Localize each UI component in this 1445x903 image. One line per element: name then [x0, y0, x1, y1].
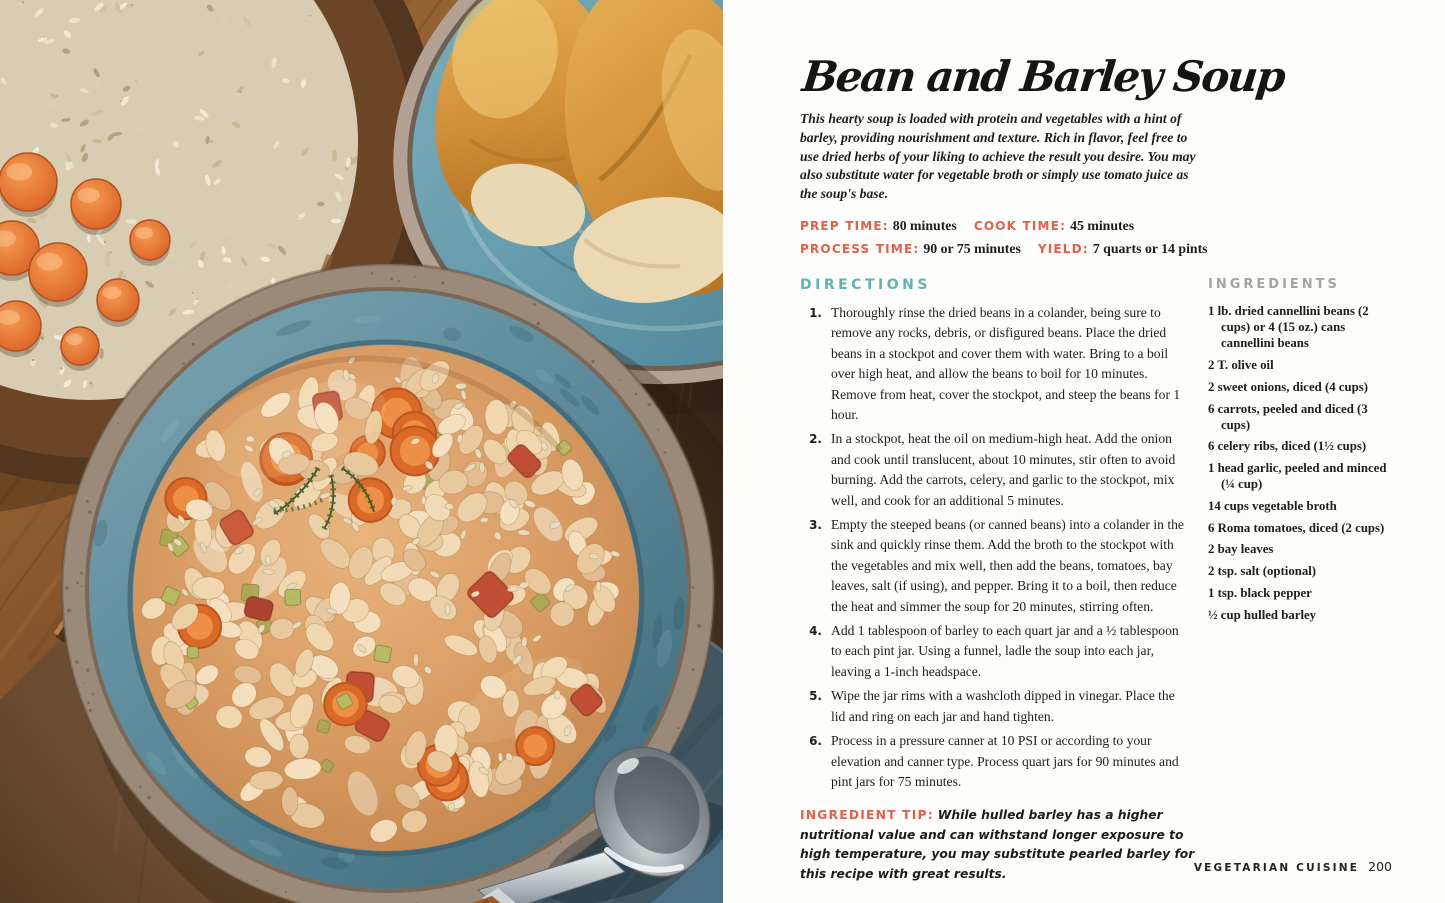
- directions-heading: DIRECTIONS: [800, 276, 931, 293]
- direction-step: [800, 731, 1192, 792]
- step-number: 3.: [809, 518, 822, 533]
- recipe-columns: [800, 271, 1400, 897]
- ingredient-item: 6 celery ribs, diced (1½ cups): [1208, 439, 1367, 454]
- ingredient-item: 6 Roma tomatoes, diced (2 cups): [1208, 520, 1385, 535]
- yield-label: YIELD:: [1037, 241, 1089, 256]
- recipe-content: [800, 0, 1400, 897]
- footer-page-number: 200: [1368, 859, 1392, 874]
- recipe-meta: [800, 217, 1220, 258]
- ingredients-list: [1208, 303, 1400, 623]
- prep-time-value: 80 minutes: [892, 217, 957, 233]
- ingredient-item: 1 head garlic, peeled and minced (¼ cup): [1208, 461, 1387, 492]
- ingredient-tip-text: While hulled barley has a higher nutritional value and can withstand longer exposure to high temperature, you may substitute pearled barley for this recipe with great results.: [800, 808, 1195, 881]
- process-time-label: PROCESS TIME:: [800, 241, 920, 256]
- cook-time-label: COOK TIME:: [973, 218, 1067, 233]
- step-number: 5.: [809, 689, 822, 704]
- step-number: 6.: [809, 734, 822, 749]
- step-text: Process in a pressure canner at 10 PSI or according to your elevation and canner type. Process quart jars for 90 minutes and pint jars for 75 minutes.: [831, 733, 1179, 789]
- ingredient-item: 2 T. olive oil: [1208, 358, 1274, 373]
- ingredient-item: 2 sweet onions, diced (4 cups): [1208, 379, 1368, 394]
- process-time-value: 90 or 75 minutes: [923, 240, 1021, 256]
- direction-step: [800, 303, 1192, 425]
- cook-time-value: 45 minutes: [1070, 217, 1135, 233]
- ingredient-tip-label: INGREDIENT TIP:: [800, 808, 934, 823]
- directions-list: [800, 303, 1192, 792]
- recipe-title: Bean and Barley Soup: [799, 52, 1287, 101]
- step-text: Thoroughly rinse the dried beans in a colander, being sure to remove any rocks, debris, or disfigured beans. Place the dried beans in a stockpot and cover them with water. Bring to a boil over high heat, and allow the beans to boil for 10 minutes. Remove from heat, cover the stockpot, and steep the beans for 1 hour.: [831, 304, 1181, 423]
- ingredient-item: 14 cups vegetable broth: [1208, 499, 1337, 514]
- step-number: 4.: [809, 624, 822, 639]
- step-text: In a stockpot, heat the oil on medium-high heat. Add the onion and cook until translucent, about 10 minutes, stir often to avoid burning. Add the carrots, celery, and garlic to the stockpot, mix well, and cook for an additional 5 minutes.: [831, 431, 1176, 508]
- page-footer: [800, 858, 1392, 876]
- ingredient-item: 1 lb. dried cannellini beans (2 cups) or 4 (15 oz.) cans cannellini beans: [1208, 303, 1369, 351]
- ingredient-item: 1 tsp. black pepper: [1208, 585, 1312, 600]
- ingredients-section: [1208, 271, 1400, 897]
- step-number: 2.: [809, 432, 822, 447]
- ingredient-item: 6 carrots, peeled and diced (3 cups): [1208, 401, 1368, 432]
- ingredient-item: 2 bay leaves: [1208, 542, 1274, 557]
- step-text: Add 1 tablespoon of barley to each quart jar and a ½ tablespoon to each pint jar. Using a funnel, ladle the soup into each jar, leaving a 1-inch headspace.: [831, 623, 1179, 679]
- direction-step: [800, 515, 1192, 617]
- direction-step: [800, 429, 1192, 511]
- directions-section: [800, 271, 1195, 897]
- recipe-intro: This hearty soup is loaded with protein and vegetables with a hint of barley, providing nourishment and texture. Rich in flavor, feel free to use dried herbs of your liking to achieve the result you desire. You may also substitute water for vegetable broth or simply use tomato juice as the soup's base.: [800, 111, 1196, 202]
- step-text: Empty the steeped beans (or canned beans) into a colander in the sink and quickly rinse them. Add the broth to the stockpot with the vegetables and mix well, then add the beans, tomatoes, bay leaves, salt (if using), and pepper. Bring it to a boil, then reduce the heat and simmer the soup for 20 minutes, stirring often.: [831, 517, 1184, 614]
- ingredient-item: 2 tsp. salt (optional): [1208, 564, 1317, 579]
- meta-line-2: [800, 240, 1220, 258]
- ingredients-heading: INGREDIENTS: [1208, 276, 1340, 292]
- prep-time-label: PREP TIME:: [800, 218, 889, 233]
- footer-section-title: VEGETARIAN CUISINE: [1193, 862, 1360, 874]
- step-number: 1.: [809, 305, 822, 320]
- meta-line-1: [800, 217, 1220, 235]
- step-text: Wipe the jar rims with a washcloth dipped in vinegar. Place the lid and ring on each jar and hand tighten.: [831, 688, 1175, 724]
- yield-value: 7 quarts or 14 pints: [1092, 240, 1208, 256]
- ingredient-item: ½ cup hulled barley: [1208, 607, 1317, 622]
- direction-step: [800, 686, 1192, 727]
- direction-step: [800, 621, 1192, 682]
